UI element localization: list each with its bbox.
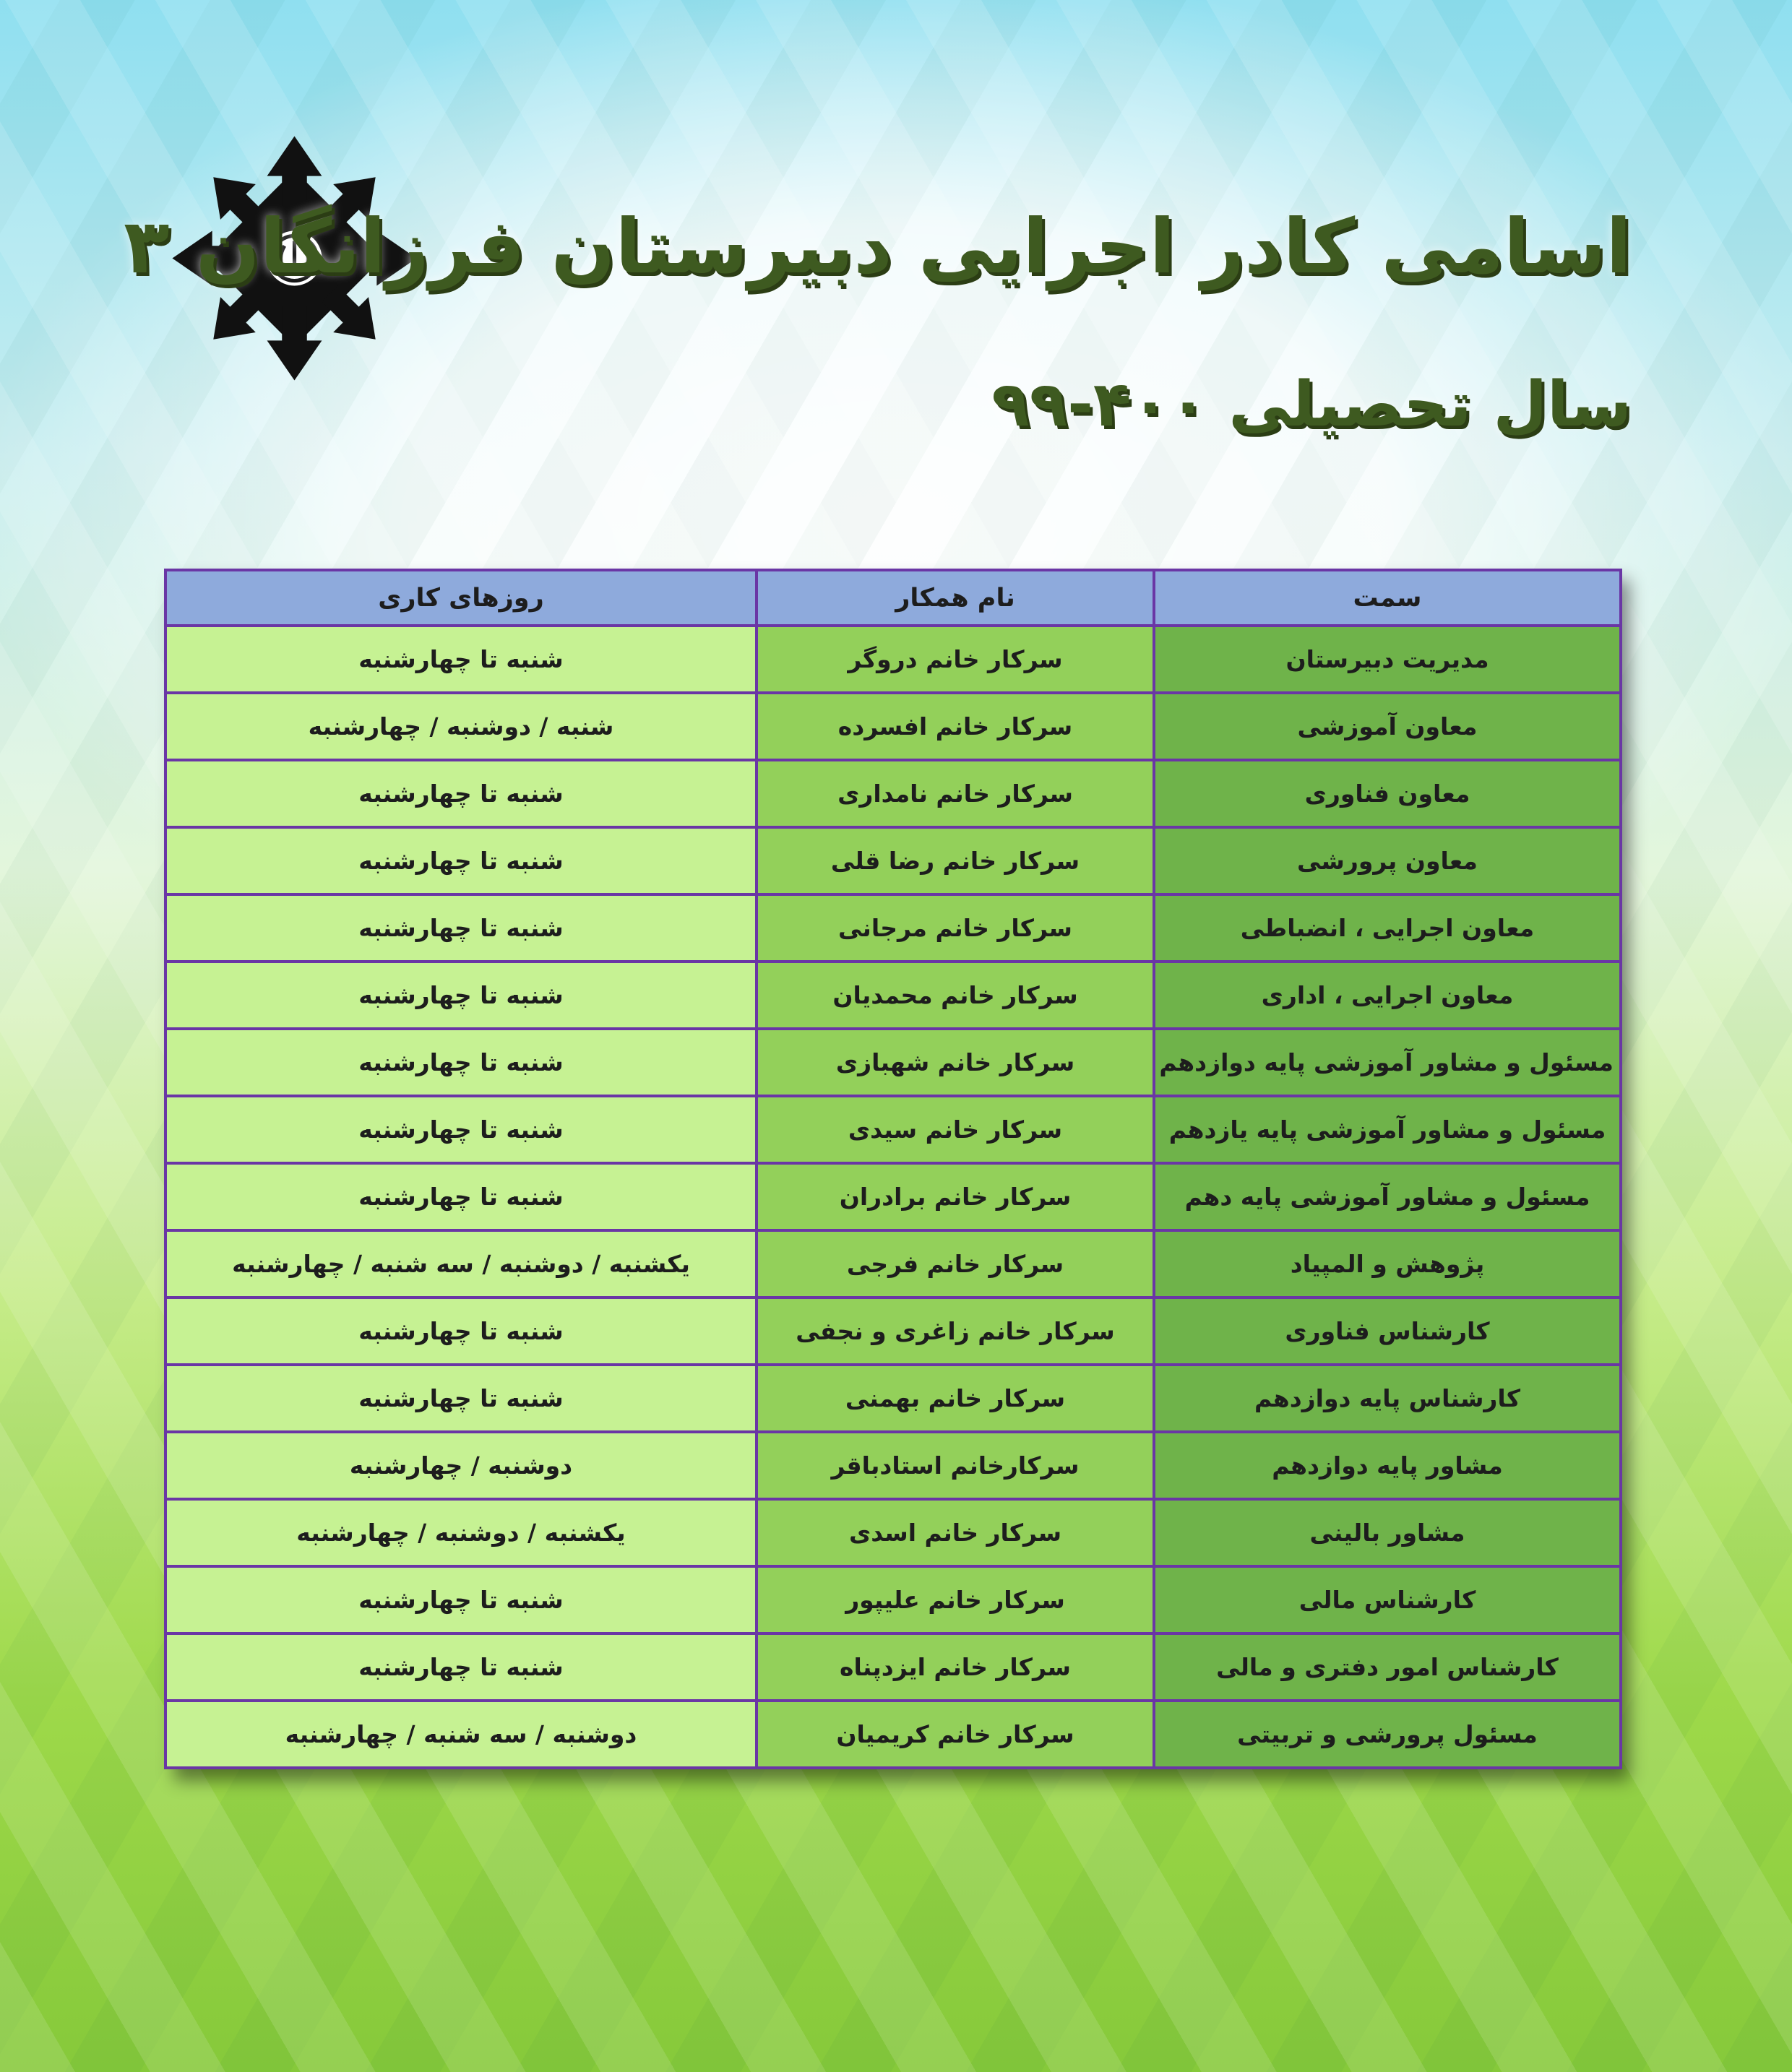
table-row [165, 1365, 1621, 1432]
table-row [165, 760, 1621, 827]
days-cell: شنبه تا چهارشنبه [165, 1365, 757, 1432]
staff-table [164, 569, 1622, 1769]
role-cell: کارشناس مالی [1154, 1566, 1621, 1633]
table-row [165, 1432, 1621, 1499]
role-cell: معاون آموزشی [1154, 693, 1621, 760]
days-cell: دوشنبه / چهارشنبه [165, 1432, 757, 1499]
role-cell: معاون اجرایی ، اداری [1154, 962, 1621, 1029]
name-cell: سرکار خانم افسرده [757, 693, 1154, 760]
days-cell: شنبه تا چهارشنبه [165, 894, 757, 962]
table-row [165, 1163, 1621, 1230]
name-cell: سرکار خانم علیپور [757, 1566, 1154, 1633]
days-cell: شنبه تا چهارشنبه [165, 827, 757, 894]
name-cell: سرکار خانم سیدی [757, 1096, 1154, 1163]
table-row [165, 626, 1621, 693]
days-cell: دوشنبه / سه شنبه / چهارشنبه [165, 1701, 757, 1768]
table-row [165, 1029, 1621, 1096]
days-cell: شنبه تا چهارشنبه [165, 962, 757, 1029]
name-cell: سرکار خانم شهبازی [757, 1029, 1154, 1096]
staff-table-container [164, 569, 1619, 1769]
role-cell: مسئول و مشاور آموزشی پایه دوازدهم [1154, 1029, 1621, 1096]
role-cell: مشاور بالینی [1154, 1499, 1621, 1566]
name-cell: سرکار خانم بهمنی [757, 1365, 1154, 1432]
table-row [165, 1230, 1621, 1298]
role-cell: کارشناس امور دفتری و مالی [1154, 1633, 1621, 1701]
name-cell: سرکار خانم کریمیان [757, 1701, 1154, 1768]
table-row [165, 1096, 1621, 1163]
role-cell: کارشناس فناوری [1154, 1298, 1621, 1365]
table-row [165, 962, 1621, 1029]
name-cell: سرکار خانم نامداری [757, 760, 1154, 827]
name-cell: سرکارخانم استادباقر [757, 1432, 1154, 1499]
name-cell: سرکار خانم رضا قلی [757, 827, 1154, 894]
days-cell: شنبه تا چهارشنبه [165, 626, 757, 693]
table-row [165, 894, 1621, 962]
role-cell: مسئول پرورشی و تربیتی [1154, 1701, 1621, 1768]
name-cell: سرکار خانم دروگر [757, 626, 1154, 693]
days-cell: یکشنبه / دوشنبه / چهارشنبه [165, 1499, 757, 1566]
role-cell: مشاور پایه دوازدهم [1154, 1432, 1621, 1499]
name-cell: سرکار خانم اسدی [757, 1499, 1154, 1566]
days-cell: شنبه تا چهارشنبه [165, 1163, 757, 1230]
table-header-row [165, 570, 1621, 626]
table-row [165, 1298, 1621, 1365]
role-cell: مدیریت دبیرستان [1154, 626, 1621, 693]
days-cell: شنبه تا چهارشنبه [165, 1029, 757, 1096]
header-name: نام همکار [757, 570, 1154, 626]
role-cell: معاون اجرایی ، انضباطی [1154, 894, 1621, 962]
name-cell: سرکار خانم ایزدپناه [757, 1633, 1154, 1701]
role-cell: مسئول و مشاور آموزشی پایه یازدهم [1154, 1096, 1621, 1163]
days-cell: شنبه تا چهارشنبه [165, 1566, 757, 1633]
role-cell: کارشناس پایه دوازدهم [1154, 1365, 1621, 1432]
academic-year-subtitle: سال تحصیلی ۴۰۰-۹۹ [991, 368, 1632, 441]
table-body [165, 626, 1621, 1768]
name-cell: سرکار خانم زاغری و نجفی [757, 1298, 1154, 1365]
table-row [165, 827, 1621, 894]
days-cell: شنبه / دوشنبه / چهارشنبه [165, 693, 757, 760]
name-cell: سرکار خانم برادران [757, 1163, 1154, 1230]
role-cell: معاون پرورشی [1154, 827, 1621, 894]
table-row [165, 1701, 1621, 1768]
name-cell: سرکار خانم فرجی [757, 1230, 1154, 1298]
page-title: اسامی کادر اجرایی دبیرستان فرزانگان ۳ [124, 202, 1632, 290]
header-days: روزهای کاری [165, 570, 757, 626]
role-cell: پژوهش و المپیاد [1154, 1230, 1621, 1298]
days-cell: شنبه تا چهارشنبه [165, 760, 757, 827]
header-role: سمت [1154, 570, 1621, 626]
role-cell: مسئول و مشاور آموزشی پایه دهم [1154, 1163, 1621, 1230]
table-row [165, 1633, 1621, 1701]
table-row [165, 693, 1621, 760]
table-row [165, 1499, 1621, 1566]
days-cell: یکشنبه / دوشنبه / سه شنبه / چهارشنبه [165, 1230, 757, 1298]
name-cell: سرکار خانم محمدیان [757, 962, 1154, 1029]
table-row [165, 1566, 1621, 1633]
name-cell: سرکار خانم مرجانی [757, 894, 1154, 962]
days-cell: شنبه تا چهارشنبه [165, 1633, 757, 1701]
days-cell: شنبه تا چهارشنبه [165, 1096, 757, 1163]
days-cell: شنبه تا چهارشنبه [165, 1298, 757, 1365]
role-cell: معاون فناوری [1154, 760, 1621, 827]
